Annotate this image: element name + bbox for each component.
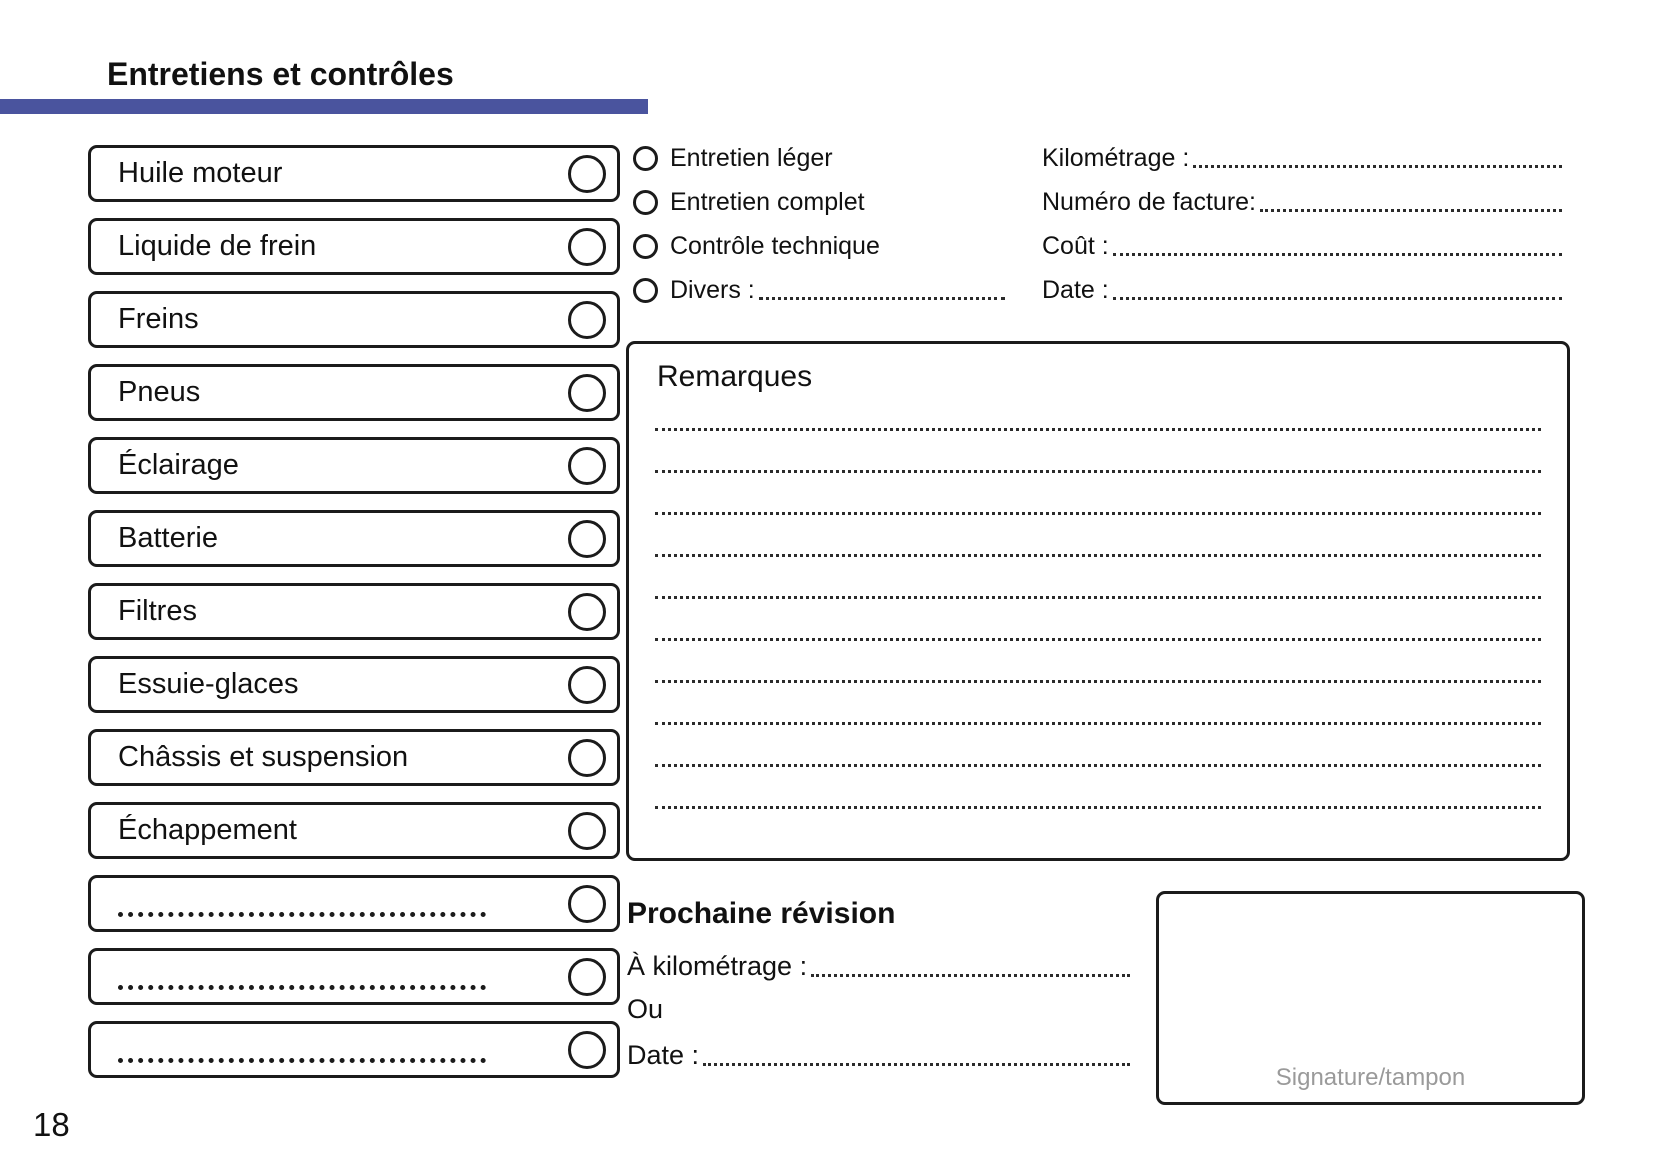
check-circle[interactable] (568, 374, 606, 412)
checklist-item-label: Huile moteur (118, 157, 283, 189)
service-type-label: Divers : (670, 275, 755, 304)
checklist-item (88, 948, 620, 1005)
invoice-field-label: Date : (1042, 275, 1109, 304)
checklist-item-blank-line[interactable] (118, 912, 486, 917)
checklist-item (88, 291, 620, 348)
remarks-blank-line[interactable] (655, 764, 1541, 767)
radio-circle[interactable] (633, 234, 658, 259)
service-type-label: Contrôle technique (670, 231, 880, 260)
checklist-item (88, 729, 620, 786)
check-circle[interactable] (568, 301, 606, 339)
checklist-item (88, 437, 620, 494)
next-service-or-label: Ou (627, 994, 664, 1024)
checklist-item-label: Filtres (118, 595, 197, 627)
check-circle[interactable] (568, 812, 606, 850)
check-circle[interactable] (568, 447, 606, 485)
checklist-item-label: Freins (118, 303, 199, 335)
remarks-blank-line[interactable] (655, 638, 1541, 641)
checklist-item-label: Liquide de frein (118, 230, 317, 262)
next-service-km-row (627, 949, 1130, 983)
next-service-date-label: Date : (627, 1039, 700, 1070)
check-circle[interactable] (568, 885, 606, 923)
divers-blank-line[interactable] (759, 297, 1005, 300)
remarks-title: Remarques (657, 360, 813, 393)
service-type-option (633, 186, 865, 218)
checklist-item (88, 656, 620, 713)
checklist-item (88, 364, 620, 421)
checklist-item (88, 218, 620, 275)
next-service-km-label: À kilométrage : (627, 950, 808, 981)
invoice-field-row (1042, 186, 1562, 218)
service-type-option (633, 230, 880, 262)
invoice-field-blank-line[interactable] (1260, 209, 1562, 212)
service-type-label: Entretien complet (670, 187, 865, 216)
invoice-field-blank-line[interactable] (1113, 297, 1562, 300)
checklist-item (88, 1021, 620, 1078)
checklist-item-label: Essuie-glaces (118, 668, 299, 700)
remarks-blank-line[interactable] (655, 680, 1541, 683)
next-service-title: Prochaine révision (627, 897, 896, 930)
checklist-item-label: Châssis et suspension (118, 741, 409, 773)
checklist-item (88, 510, 620, 567)
signature-stamp-label: Signature/tampon (1275, 1064, 1466, 1091)
check-circle[interactable] (568, 1031, 606, 1069)
service-type-option (633, 142, 833, 174)
checklist-item-label: Batterie (118, 522, 218, 554)
invoice-field-row (1042, 230, 1562, 262)
check-circle[interactable] (568, 228, 606, 266)
remarks-blank-line[interactable] (655, 554, 1541, 557)
invoice-field-row (1042, 142, 1562, 174)
remarks-box (626, 341, 1570, 861)
remarks-blank-line[interactable] (655, 806, 1541, 809)
next-service-date-row (627, 1038, 1130, 1072)
page-title: Entretiens et contrôles (107, 56, 454, 92)
service-type-label: Entretien léger (670, 143, 833, 172)
remarks-blank-line[interactable] (655, 512, 1541, 515)
checklist-item (88, 875, 620, 932)
invoice-field-label: Numéro de facture: (1042, 187, 1256, 216)
checklist-item-blank-line[interactable] (118, 1058, 486, 1063)
service-type-option (633, 274, 1005, 306)
check-circle[interactable] (568, 739, 606, 777)
remarks-blank-line[interactable] (655, 470, 1541, 473)
checklist-item-blank-line[interactable] (118, 985, 486, 990)
invoice-field-row (1042, 274, 1562, 306)
checklist-item (88, 583, 620, 640)
invoice-field-blank-line[interactable] (1193, 165, 1562, 168)
remarks-blank-line[interactable] (655, 722, 1541, 725)
next-service-km-blank-line[interactable] (811, 974, 1130, 977)
checklist-item-label: Pneus (118, 376, 201, 408)
check-circle[interactable] (568, 593, 606, 631)
checklist-item (88, 145, 620, 202)
invoice-field-label: Kilométrage : (1042, 143, 1190, 172)
page-number: 18 (33, 1106, 70, 1143)
invoice-field-label: Coût : (1042, 231, 1109, 260)
remarks-blank-line[interactable] (655, 428, 1541, 431)
radio-circle[interactable] (633, 278, 658, 303)
radio-circle[interactable] (633, 146, 658, 171)
radio-circle[interactable] (633, 190, 658, 215)
check-circle[interactable] (568, 666, 606, 704)
check-circle[interactable] (568, 155, 606, 193)
check-circle[interactable] (568, 520, 606, 558)
signature-box[interactable] (1156, 891, 1585, 1105)
remarks-blank-line[interactable] (655, 596, 1541, 599)
checklist-item (88, 802, 620, 859)
title-accent-bar (0, 99, 648, 114)
invoice-field-blank-line[interactable] (1113, 253, 1562, 256)
checklist-item-label: Éclairage (118, 449, 239, 481)
check-circle[interactable] (568, 958, 606, 996)
checklist-item-label: Échappement (118, 814, 297, 846)
next-service-date-blank-line[interactable] (703, 1063, 1130, 1066)
